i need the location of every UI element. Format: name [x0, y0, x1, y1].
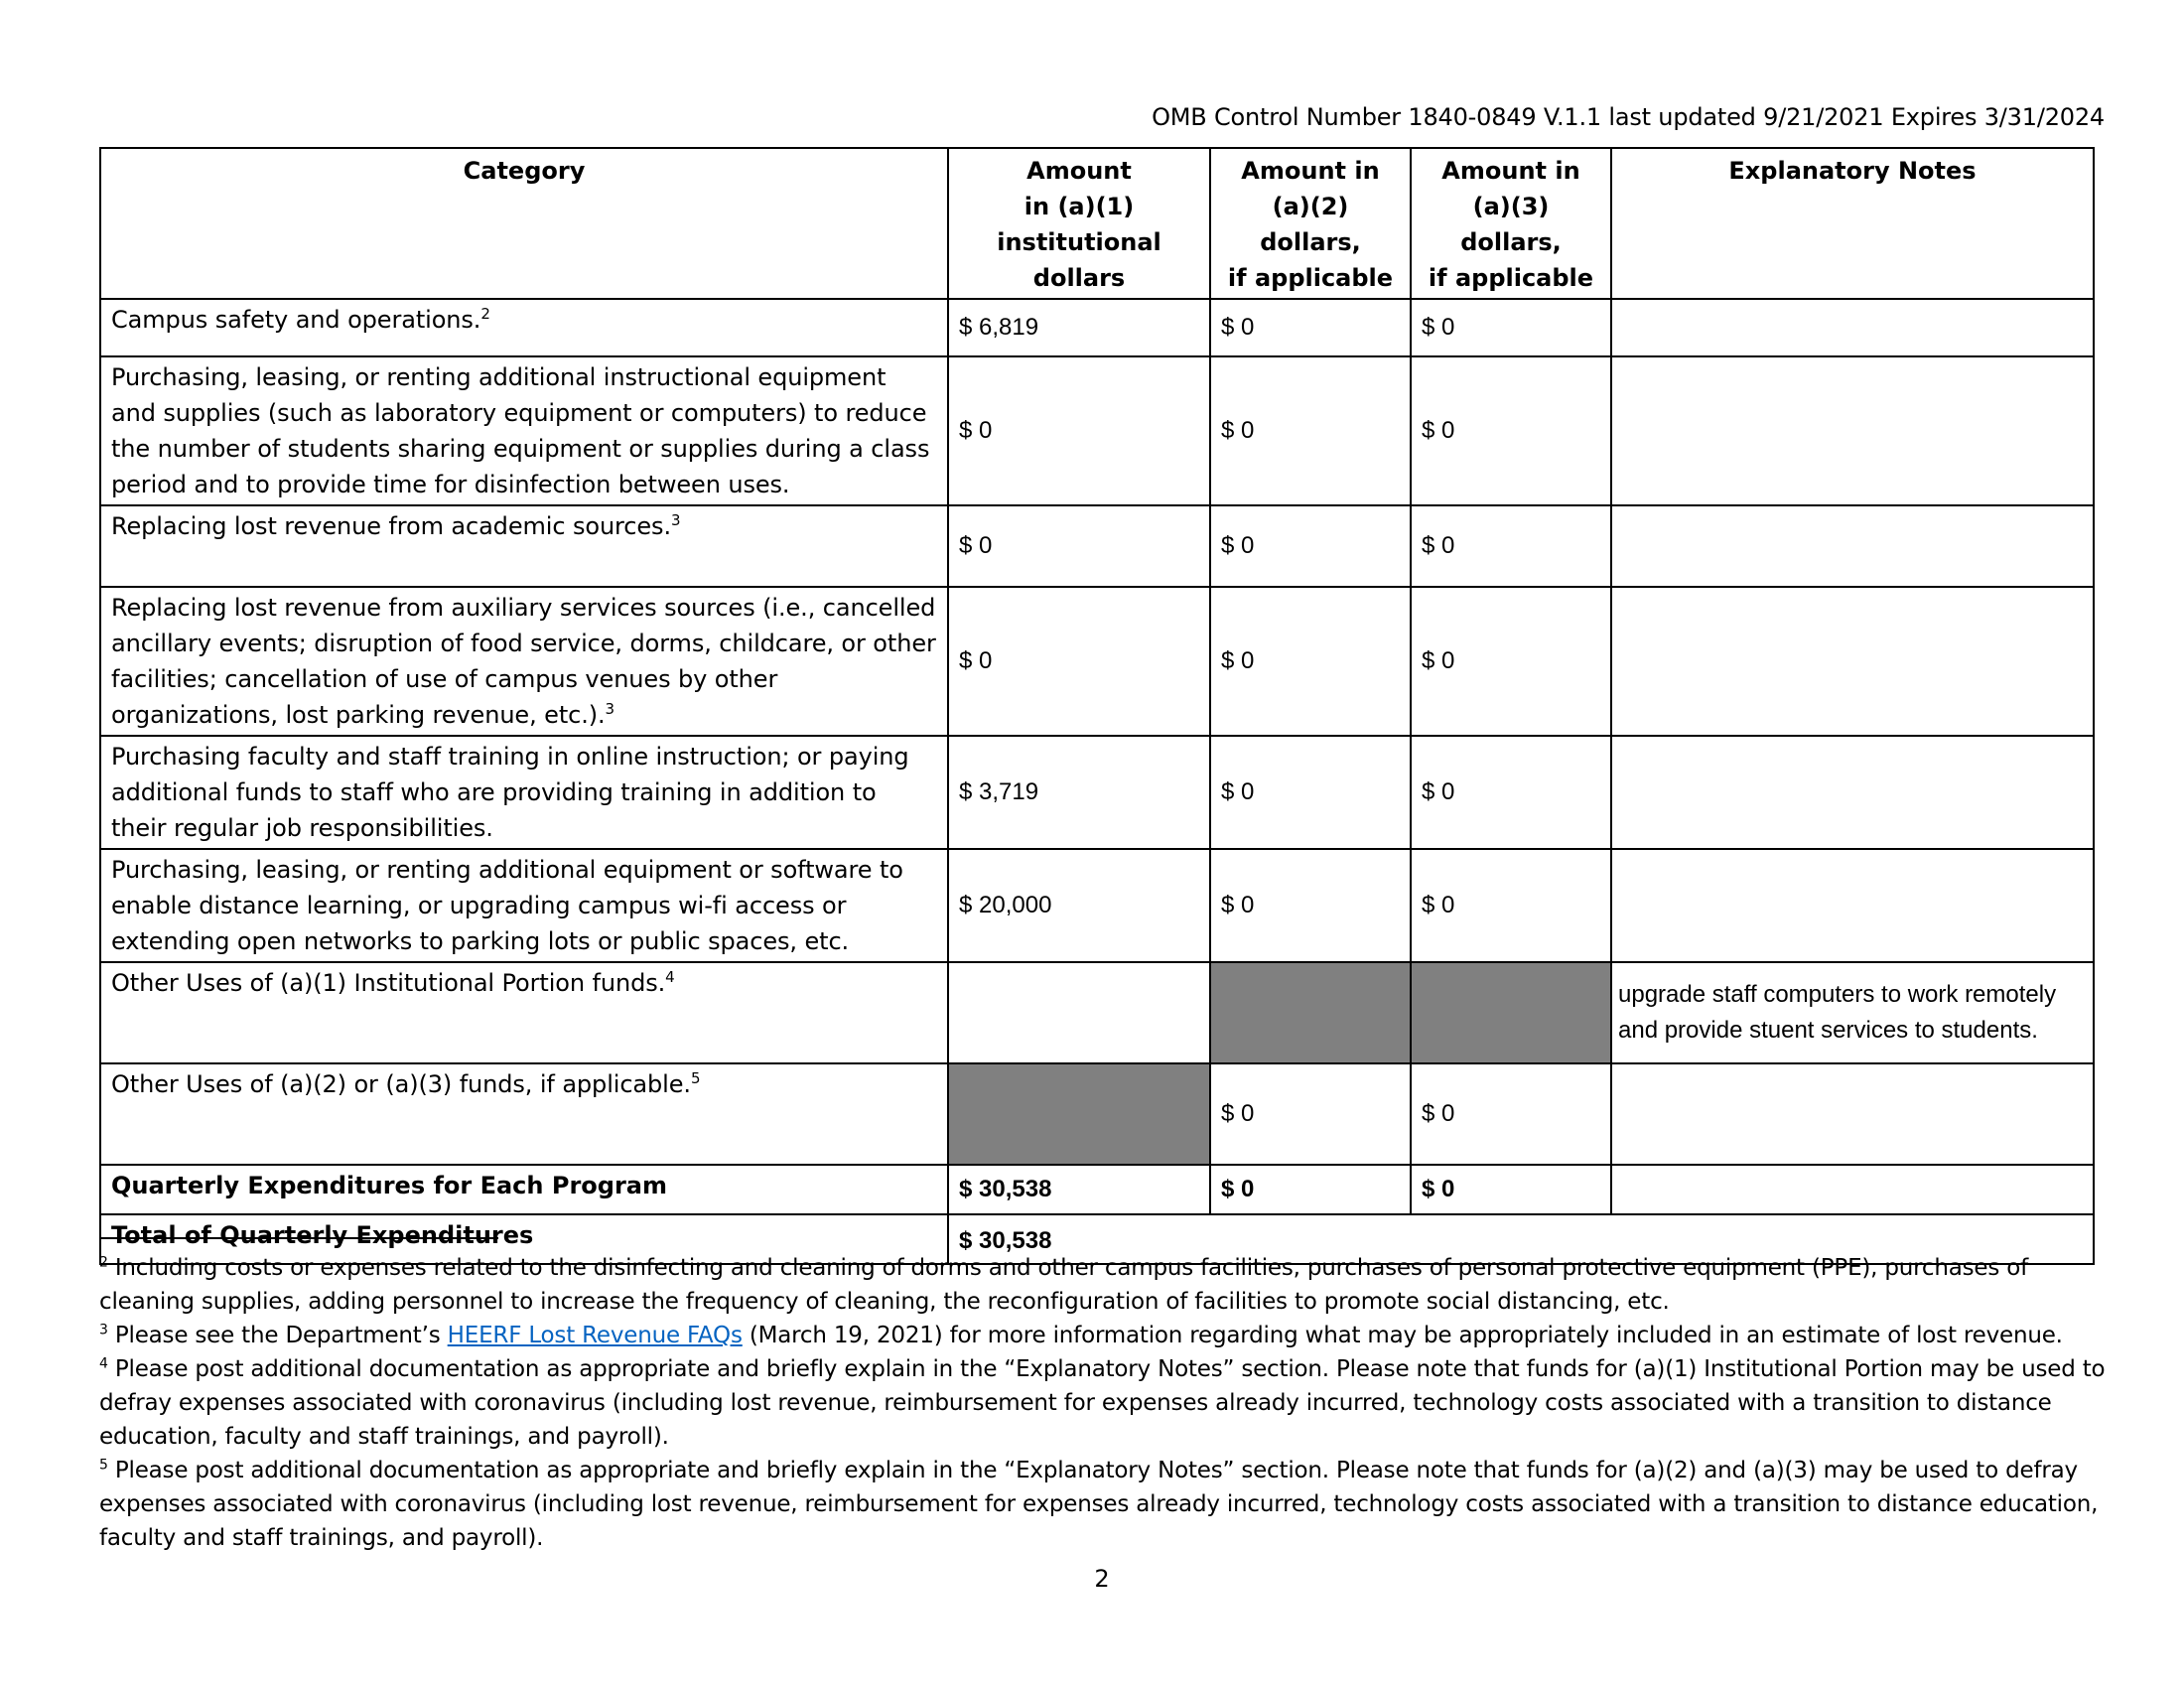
footnote-separator: [99, 1237, 498, 1239]
notes-cell: [1611, 356, 2094, 505]
a1-amount-cell: $ 6,819: [948, 299, 1210, 356]
notes-cell: [1611, 849, 2094, 962]
a1-amount-cell: $ 0: [948, 505, 1210, 587]
a1-amount-cell: $ 3,719: [948, 736, 1210, 849]
shaded-cell: [948, 1063, 1210, 1165]
category-cell: Replacing lost revenue from auxiliary services sources (i.e., cancelled ancillary events; disruption of food service, dorms, childcare, or other facilities; cancellation of use of campus venues by other organizations, lost parking revenue, etc.).$^3$: [100, 587, 948, 736]
a3-amount-cell: $ 0: [1411, 299, 1611, 356]
quarterly-label: Quarterly Expenditures for Each Program: [100, 1165, 948, 1214]
category-cell: Other Uses of (a)(2) or (a)(3) funds, if applicable.$^5$: [100, 1063, 948, 1165]
notes-cell: [1611, 736, 2094, 849]
a3-amount-cell: $ 0: [1411, 1063, 1611, 1165]
quarterly-expenditures-row: [100, 1165, 2094, 1214]
total-label: Total of Quarterly Expenditures: [100, 1214, 948, 1264]
a2-amount-cell: $ 0: [1210, 849, 1411, 962]
page-number: 2: [1094, 1565, 1110, 1593]
a3-amount-cell: $ 0: [1411, 505, 1611, 587]
notes-cell: [1611, 505, 2094, 587]
a2-amount-cell: $ 0: [1210, 356, 1411, 505]
category-cell: Campus safety and operations.$^2$: [100, 299, 948, 356]
table-row: [100, 736, 2094, 849]
category-cell: Other Uses of (a)(1) Institutional Portion funds.$^4$: [100, 962, 948, 1063]
footnotes: [99, 1251, 2115, 1555]
a1-amount-cell: [948, 962, 1210, 1063]
footnote-5: $^5$ Please post additional documentation as appropriate and briefly explain in the “Explanatory Notes” section. Please note that funds for (a)(2) and (a)(3) may be used to defray expenses associated with coronavirus (including lost revenue, reimbursement for expenses already incurred, technology costs associated with a transition to distance education, faculty and staff trainings, and payroll).: [99, 1457, 2099, 1551]
footnote-3: $^3$ Please see the Department’s HEERF Lost Revenue FAQs (March 19, 2021) for more information regarding what may be appropriately included in an estimate of lost revenue.: [99, 1322, 2063, 1348]
table-row: [100, 505, 2094, 587]
quarterly-a1-total: $ 30,538: [948, 1165, 1210, 1214]
other-uses-a1-row: [100, 962, 2094, 1063]
category-cell: Purchasing, leasing, or renting additional equipment or software to enable distance learning, or upgrading campus wi-fi access or extending open networks to parking lots or public spaces, etc.: [100, 849, 948, 962]
a1-amount-header: Amount in (a)(1) institutional dollars: [948, 148, 1210, 299]
a2-amount-cell: $ 0: [1210, 299, 1411, 356]
a2-amount-cell: $ 0: [1210, 736, 1411, 849]
quarterly-a3-total: $ 0: [1411, 1165, 1611, 1214]
a1-amount-cell: $ 20,000: [948, 849, 1210, 962]
header-row: [100, 148, 2094, 299]
quarterly-a2-total: $ 0: [1210, 1165, 1411, 1214]
a3-amount-cell: $ 0: [1411, 587, 1611, 736]
a3-amount-cell: $ 0: [1411, 849, 1611, 962]
a2-amount-cell: $ 0: [1210, 1063, 1411, 1165]
a1-amount-cell: $ 0: [948, 587, 1210, 736]
a3-amount-header: Amount in (a)(3) dollars, if applicable: [1411, 148, 1611, 299]
footnote-2: $^2$ Including costs or expenses related to the disinfecting and cleaning of dorms and other campus facilities, purchases of personal protective equipment (PPE), purchases of cleaning supplies, adding personnel to increase the frequency of cleaning, the reconfiguration of facilities to promote social distancing, etc.: [99, 1254, 2029, 1315]
shaded-cell: [1411, 962, 1611, 1063]
a3-amount-cell: $ 0: [1411, 356, 1611, 505]
heerf-lost-revenue-faqs-link[interactable]: HEERF Lost Revenue FAQs: [447, 1323, 743, 1348]
explanatory-notes-header: Explanatory Notes: [1611, 148, 2094, 299]
other-uses-a2-a3-row: [100, 1063, 2094, 1165]
category-cell: Purchasing faculty and staff training in online instruction; or paying additional funds to staff who are providing training in addition to their regular job responsibilities.: [100, 736, 948, 849]
notes-cell: [1611, 1165, 2094, 1214]
a2-amount-cell: $ 0: [1210, 505, 1411, 587]
shaded-cell: [1210, 962, 1411, 1063]
expenditure-table: [99, 147, 2095, 1265]
table-row: [100, 356, 2094, 505]
omb-control-number: OMB Control Number 1840-0849 V.1.1 last updated 9/21/2021 Expires 3/31/2024: [1152, 103, 2105, 131]
category-header: Category: [100, 148, 948, 299]
total-value: $ 30,538: [948, 1214, 2094, 1264]
a2-amount-cell: $ 0: [1210, 587, 1411, 736]
notes-cell: [1611, 299, 2094, 356]
notes-cell: [1611, 587, 2094, 736]
a2-amount-header: Amount in (a)(2) dollars, if applicable: [1210, 148, 1411, 299]
footnote-4: $^4$ Please post additional documentation as appropriate and briefly explain in the “Explanatory Notes” section. Please note that funds for (a)(1) Institutional Portion may be used to defray expenses associated with coronavirus (including lost revenue, reimbursement for expenses already incurred, technology costs associated with a transition to distance education, faculty and staff trainings, and payroll).: [99, 1355, 2106, 1450]
category-cell: Replacing lost revenue from academic sources.$^3$: [100, 505, 948, 587]
a3-amount-cell: $ 0: [1411, 736, 1611, 849]
table-row: [100, 587, 2094, 736]
a1-amount-cell: $ 0: [948, 356, 1210, 505]
table-row: [100, 299, 2094, 356]
category-cell: Purchasing, leasing, or renting additional instructional equipment and supplies (such as laboratory equipment or computers) to reduce the number of students sharing equipment or supplies during a class period and to provide time for disinfection between uses.: [100, 356, 948, 505]
table-row: [100, 849, 2094, 962]
notes-cell: [1611, 1063, 2094, 1165]
explanatory-note: upgrade staff computers to work remotely and provide stuent services to students.: [1611, 962, 2094, 1063]
